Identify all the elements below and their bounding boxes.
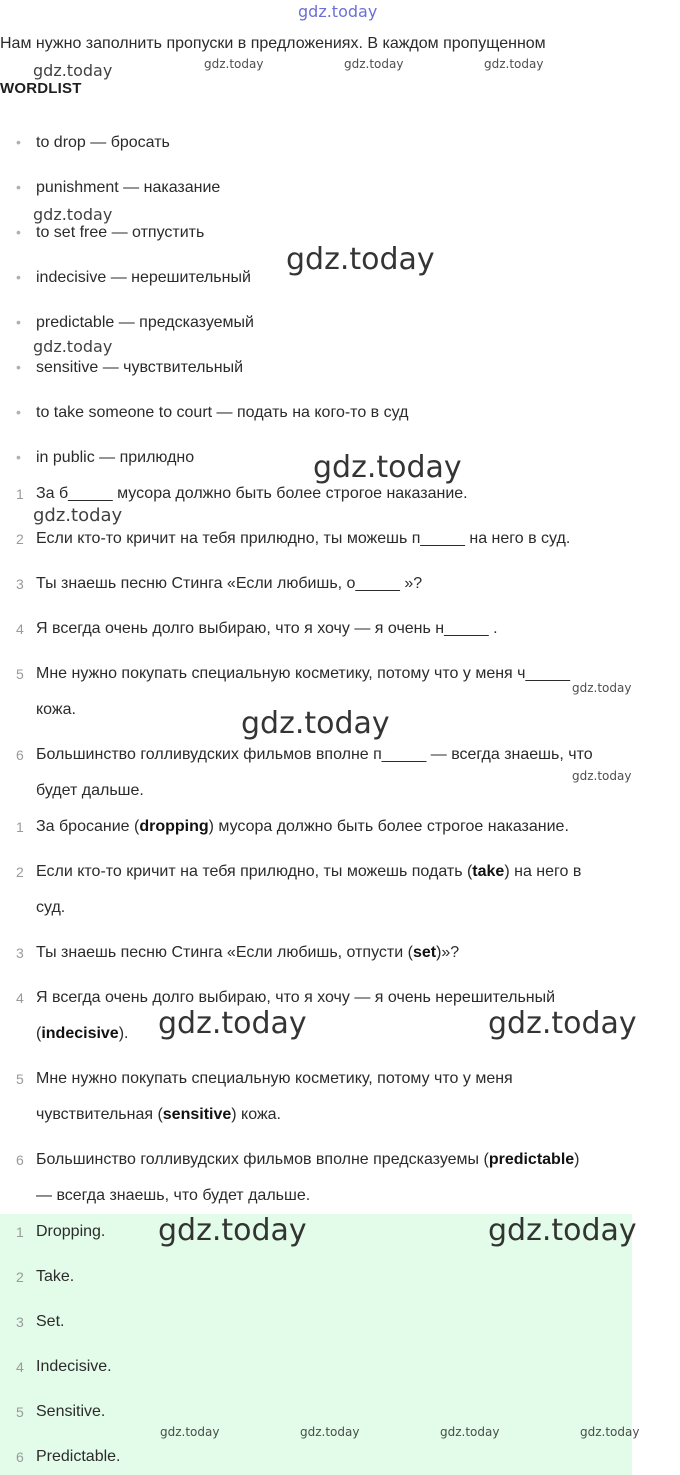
wordlist-item: • punishment — наказание bbox=[16, 179, 221, 196]
bullet-icon: • bbox=[16, 179, 21, 195]
watermark: gdz.today bbox=[484, 57, 544, 71]
wordlist-item: • to set free — отпустить bbox=[16, 224, 205, 241]
exercise-item: 3 Ты знаешь песню Стинга «Если любишь, о_____ »? bbox=[16, 575, 423, 592]
exercise-item: 2 Если кто-то кричит на тебя прилюдно, ты можешь п_____ на него в суд. bbox=[16, 530, 571, 547]
watermark: gdz.today bbox=[300, 1425, 360, 1439]
watermark: gdz.today bbox=[158, 1006, 307, 1041]
wordlist-item: • to drop — бросать bbox=[16, 134, 170, 151]
watermark: gdz.today bbox=[572, 769, 632, 783]
translation-item: 4 Я всегда очень долго выбираю, что я хочу — я очень нерешительный (indecisive). bbox=[16, 989, 556, 1042]
watermark: gdz.today bbox=[313, 450, 462, 485]
watermark: gdz.today bbox=[298, 2, 378, 21]
bullet-icon: • bbox=[16, 359, 21, 375]
translation-item: 2 Если кто-то кричит на тебя прилюдно, ты можешь подать (take) на него в суд. bbox=[16, 863, 582, 916]
bullet-icon: • bbox=[16, 314, 21, 330]
wordlist-item: • in public — прилюдно bbox=[16, 449, 195, 466]
exercise-item: 5 Мне нужно покупать специальную косметику, потому что у меня ч_____ кожа. bbox=[16, 665, 570, 718]
translation-item: 5 Мне нужно покупать специальную косметику, потому что у меня чувствительная (sensitive) кожа. bbox=[16, 1070, 513, 1123]
exercise-item: 1 За б_____ мусора должно быть более строгое наказание. bbox=[16, 485, 468, 502]
watermark: gdz.today bbox=[344, 57, 404, 71]
intro-text: Нам нужно заполнить пропуски в предложениях. В каждом пропущенном bbox=[0, 35, 546, 52]
translation-item: 1 За бросание (dropping) мусора должно быть более строгое наказание. bbox=[16, 818, 569, 835]
bullet-icon: • bbox=[16, 224, 21, 240]
bullet-icon: • bbox=[16, 269, 21, 285]
watermark: gdz.today bbox=[286, 242, 435, 277]
watermark: gdz.today bbox=[580, 1425, 640, 1439]
watermark: gdz.today bbox=[160, 1425, 220, 1439]
watermark: gdz.today bbox=[241, 706, 390, 741]
watermark: gdz.today bbox=[33, 205, 113, 224]
watermark: gdz.today bbox=[33, 337, 113, 356]
watermark: gdz.today bbox=[204, 57, 264, 71]
answer-item: 5 Sensitive. bbox=[16, 1403, 106, 1420]
watermark: gdz.today bbox=[488, 1006, 637, 1041]
watermark: gdz.today bbox=[572, 681, 632, 695]
exercise-item: 4 Я всегда очень долго выбираю, что я хочу — я очень н_____ . bbox=[16, 620, 498, 637]
wordlist-item: • sensitive — чувствительный bbox=[16, 359, 244, 376]
translation-item: 6 Большинство голливудских фильмов вполне предсказуемы (predictable) — всегда знаешь, что будет дальше. bbox=[16, 1151, 580, 1204]
answer-item: 2 Take. bbox=[16, 1268, 75, 1285]
wordlist-item: • to take someone to court — подать на кого-то в суд bbox=[16, 404, 409, 421]
bullet-icon: • bbox=[16, 404, 21, 420]
translation-item: 3 Ты знаешь песню Стинга «Если любишь, отпусти (set)»? bbox=[16, 944, 460, 961]
watermark: gdz.today bbox=[488, 1213, 637, 1248]
answer-item: 4 Indecisive. bbox=[16, 1358, 112, 1375]
watermark: gdz.today bbox=[33, 61, 113, 80]
answer-item: 6 Predictable. bbox=[16, 1448, 121, 1465]
watermark: gdz.today bbox=[33, 505, 123, 526]
answer-item: 3 Set. bbox=[16, 1313, 65, 1330]
bullet-icon: • bbox=[16, 449, 21, 465]
wordlist-item: • predictable — предсказуемый bbox=[16, 314, 254, 331]
watermark: gdz.today bbox=[158, 1213, 307, 1248]
watermark: gdz.today bbox=[440, 1425, 500, 1439]
answer-item: 1 Dropping. bbox=[16, 1223, 106, 1240]
wordlist-item: • indecisive — нерешительный bbox=[16, 269, 251, 286]
wordlist-heading: WORDLIST bbox=[0, 80, 82, 97]
exercise-item: 6 Большинство голливудских фильмов вполне п_____ — всегда знаешь, что будет дальше. bbox=[16, 746, 593, 799]
bullet-icon: • bbox=[16, 134, 21, 150]
